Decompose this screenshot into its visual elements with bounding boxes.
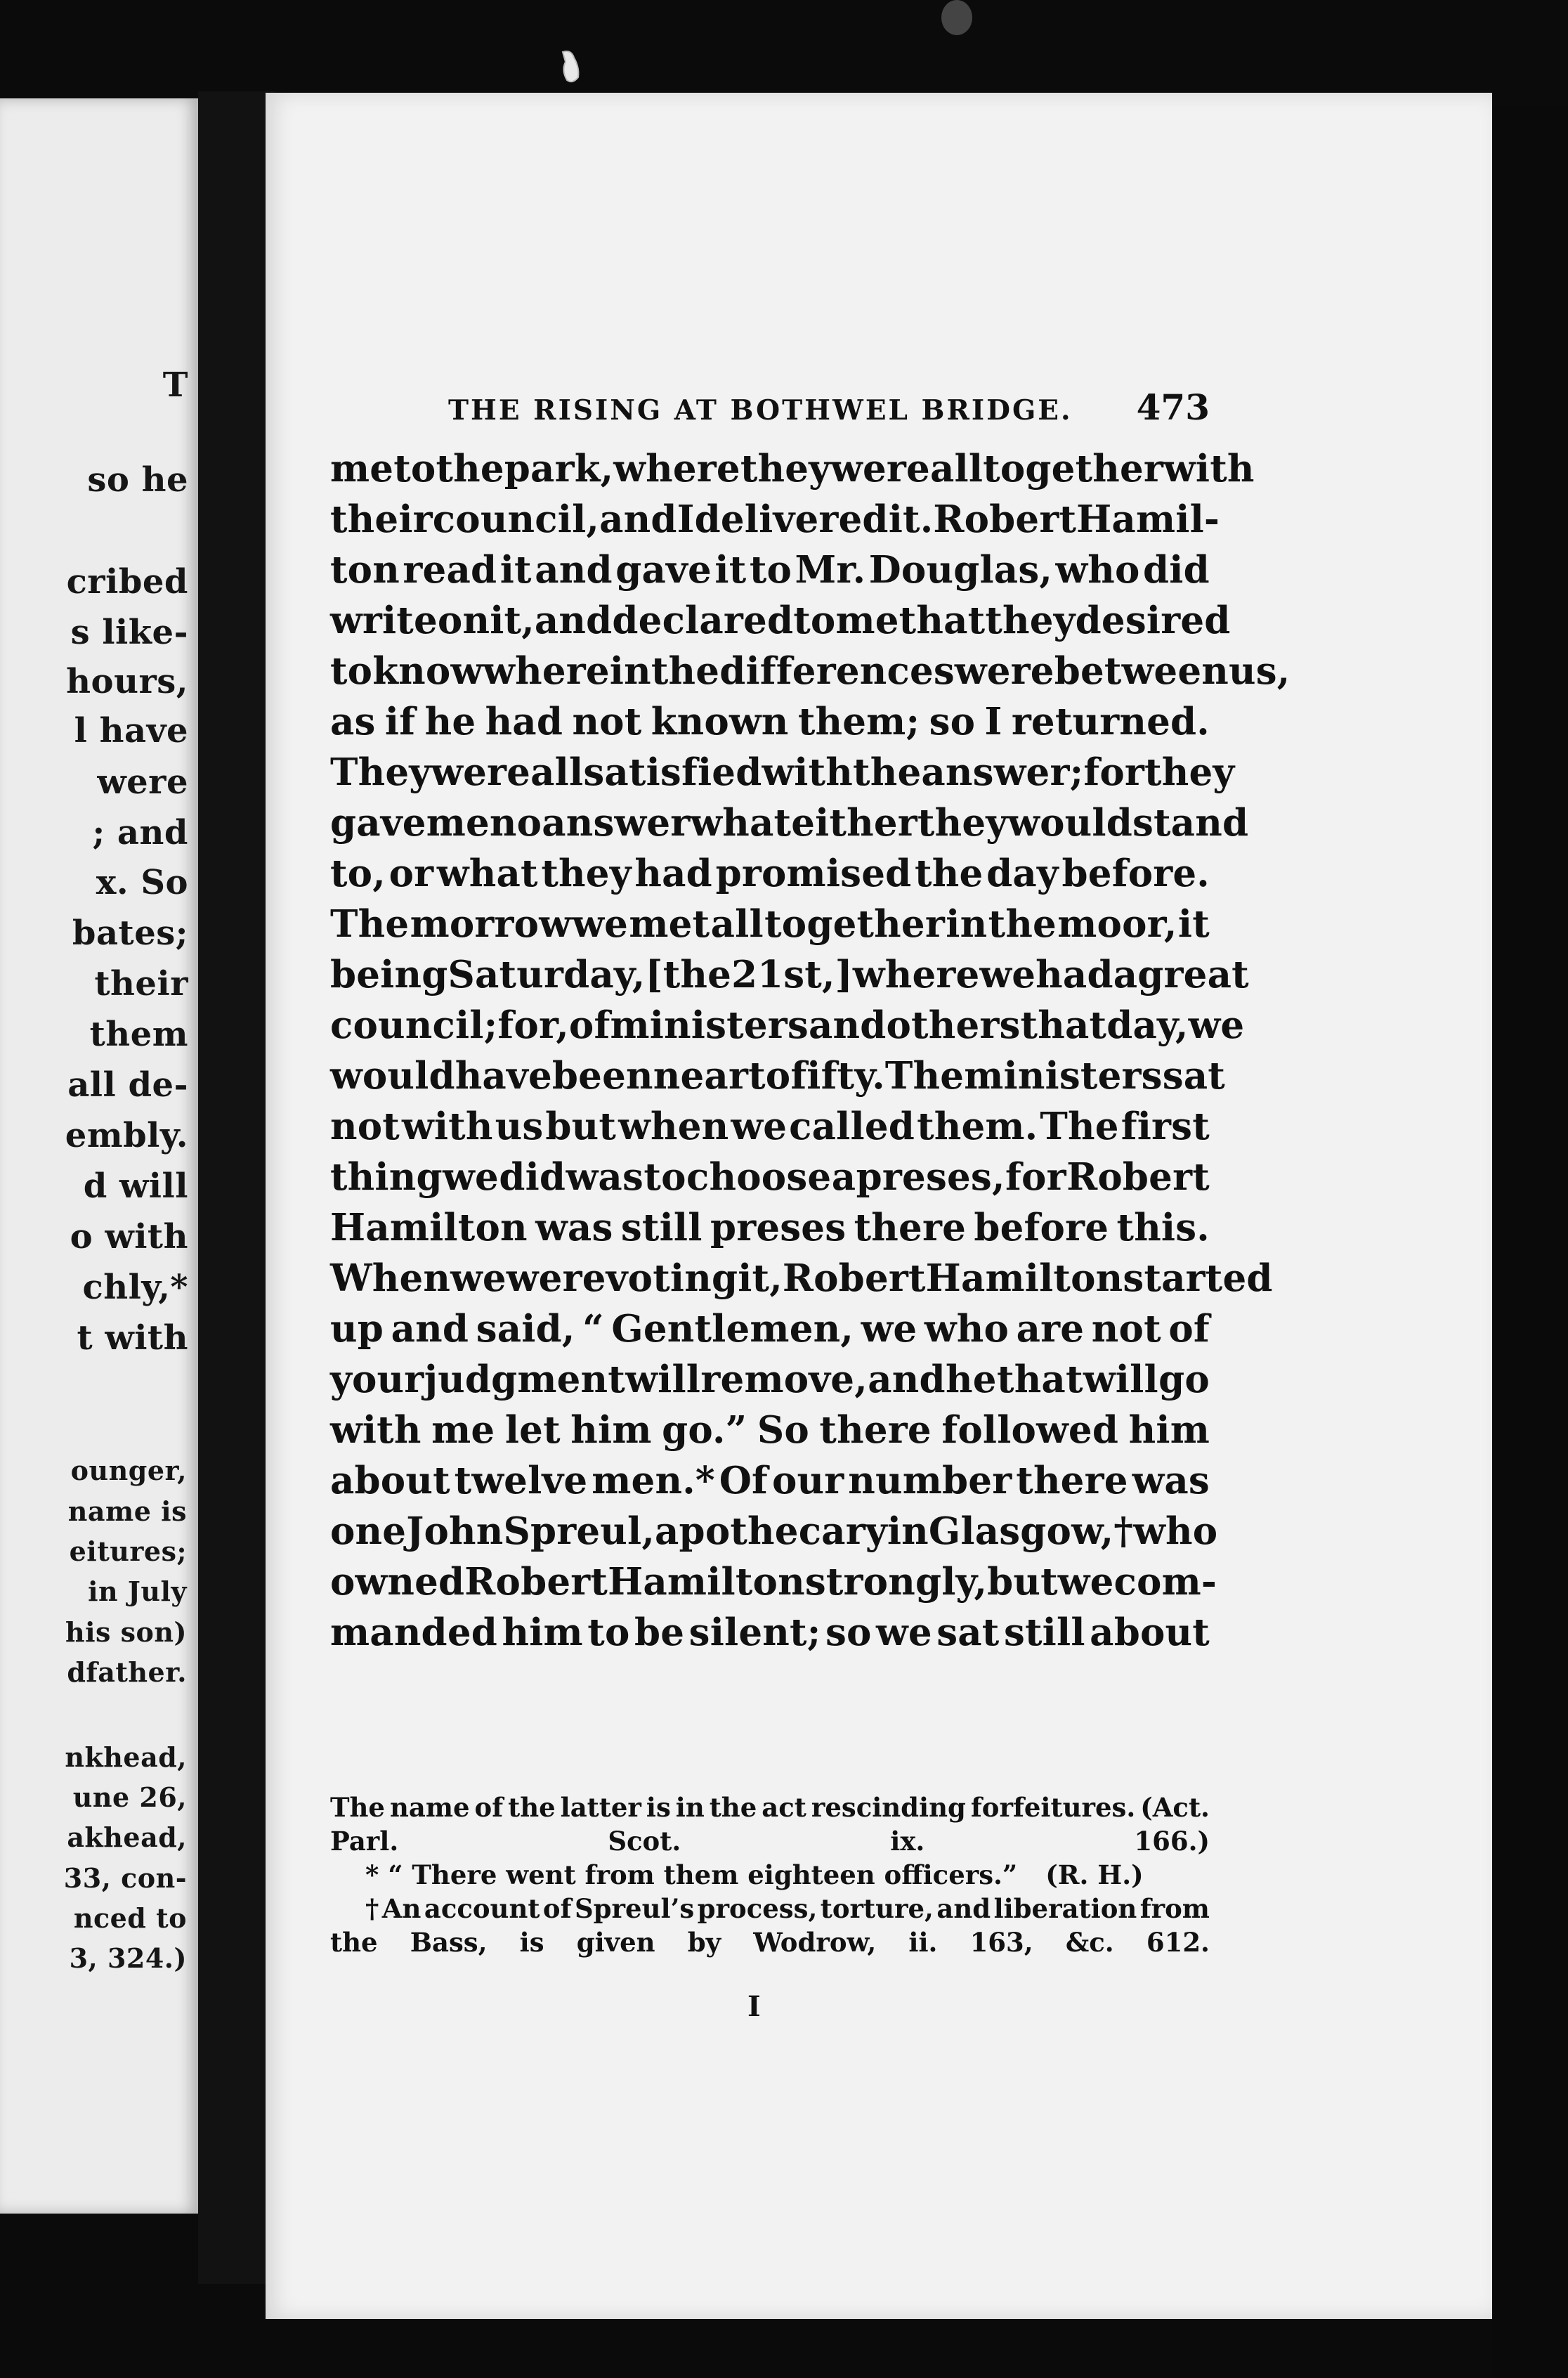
body-line: gave me no answer what either they would stand xyxy=(330,801,1249,845)
body-line: manded him to be silent; so we sat still about xyxy=(330,1611,1210,1654)
left-page-line: d will xyxy=(83,1167,188,1206)
left-page-footnote-line: 3, 324.) xyxy=(69,1942,187,1974)
left-page-footnote-line: dfather. xyxy=(67,1656,187,1688)
running-head xyxy=(330,386,1210,428)
footnotes xyxy=(330,1791,1210,1959)
body-line: to, or what they had promised the day before. xyxy=(330,852,1210,895)
body-line: They were all satisfied with the answer; for they xyxy=(330,751,1235,794)
left-page-line: ; and xyxy=(92,813,188,852)
body-line: thing we did was to choose a preses, for Robert xyxy=(330,1155,1210,1199)
left-page-line: embly. xyxy=(65,1116,188,1155)
left-page-line: their xyxy=(94,964,188,1003)
footnote-officers-ref: (R. H.) xyxy=(1045,1859,1144,1890)
left-page-line: were xyxy=(97,762,188,802)
footnote-line: the Bass, is given by Wodrow, ii. 163, &c. 612. xyxy=(330,1927,1210,1958)
left-page-line: chly,* xyxy=(82,1268,188,1307)
body-line: up and said, “ Gentlemen, we who are not of xyxy=(330,1307,1210,1351)
left-page-footnote-line: ounger, xyxy=(70,1455,187,1486)
body-line: about twelve men.* Of our number there was xyxy=(330,1459,1210,1502)
scan-border xyxy=(1492,105,1568,2378)
left-page-line: x. So xyxy=(96,863,188,902)
footnote-officers xyxy=(330,1858,1210,1892)
left-page-footnote-line: akhead, xyxy=(67,1821,187,1853)
page-content xyxy=(330,386,1291,1658)
left-page-footnote-line: eitures; xyxy=(69,1535,187,1567)
left-page-line: all de- xyxy=(67,1065,188,1105)
left-page-line: hours, xyxy=(66,662,188,701)
left-page-fragment xyxy=(0,98,198,2214)
body-line: being Saturday, [the 21st,] where we had a great xyxy=(330,953,1249,996)
body-line: council; for, of ministers and others that day, we xyxy=(330,1003,1245,1047)
bookmark-leaf-icon xyxy=(558,49,584,87)
body-line: me to the park, where they were all together with xyxy=(330,447,1255,490)
left-page-footnote-line: 33, con- xyxy=(63,1862,187,1894)
left-page-line: them xyxy=(89,1015,188,1054)
left-page-footnote-line: nkhead, xyxy=(65,1741,187,1773)
left-page-footnote-line: in July xyxy=(88,1575,187,1607)
left-page-footnote-line: une 26, xyxy=(72,1781,187,1813)
left-page-line: bates; xyxy=(72,914,188,953)
left-page-line: t with xyxy=(77,1318,188,1358)
body-line: their council, and I delivered it. Robert Hamil- xyxy=(330,498,1220,541)
body-line: The morrow we met all together in the moor, it xyxy=(330,902,1210,946)
body-line: owned Robert Hamilton strongly, but we com- xyxy=(330,1560,1217,1604)
body-line: to know wherein the differences were between us, xyxy=(330,649,1291,693)
body-line: would have been near to fifty. The ministers sat xyxy=(330,1054,1225,1098)
footnote-officers-text: * “ There went from them eighteen officers.” xyxy=(365,1859,1018,1890)
body-text xyxy=(330,443,1291,1658)
body-line: with me let him go.” So there followed him xyxy=(330,1408,1210,1452)
body-line: When we were voting it, Robert Hamilton started xyxy=(330,1256,1273,1300)
body-line: write on it, and declared to me that they desired xyxy=(330,599,1231,642)
left-page-footnote-line: nced to xyxy=(73,1902,187,1934)
body-line: your judgment will remove, and he that will go xyxy=(330,1358,1210,1401)
left-page-line: cribed xyxy=(66,562,188,602)
running-head-title: THE RISING AT BOTHWEL BRIDGE. xyxy=(448,394,1073,427)
body-line: Hamilton was still preses there before this. xyxy=(330,1206,1210,1249)
footnote-line: † An account of Spreul’s process, torture, and liberation from xyxy=(365,1893,1210,1924)
left-page-line: so he xyxy=(87,460,188,500)
page-number: 473 xyxy=(1136,386,1210,428)
scan-smudge xyxy=(941,0,972,35)
left-page-line: l have xyxy=(74,711,188,751)
book-gutter xyxy=(198,91,275,2284)
left-page-line: T xyxy=(162,365,188,405)
body-line: as if he had not known them; so I returned. xyxy=(330,700,1210,743)
left-page-line: s like- xyxy=(70,613,188,652)
body-line: ton read it and gave it to Mr. Douglas, who did xyxy=(330,548,1210,592)
left-page-footnote-line: name is xyxy=(67,1495,187,1527)
footnote-line: Parl. Scot. ix. 166.) xyxy=(330,1826,1210,1857)
body-line: not with us but when we called them. The first xyxy=(330,1105,1210,1148)
footnote-line: The name of the latter is in the act rescinding forfeitures. (Act. xyxy=(330,1792,1210,1823)
left-page-line: o with xyxy=(70,1217,188,1256)
left-page-footnote-line: his son) xyxy=(65,1616,187,1648)
body-line: one John Spreul, apothecary in Glasgow,† who xyxy=(330,1509,1218,1553)
signature-mark: I xyxy=(747,1990,761,2023)
